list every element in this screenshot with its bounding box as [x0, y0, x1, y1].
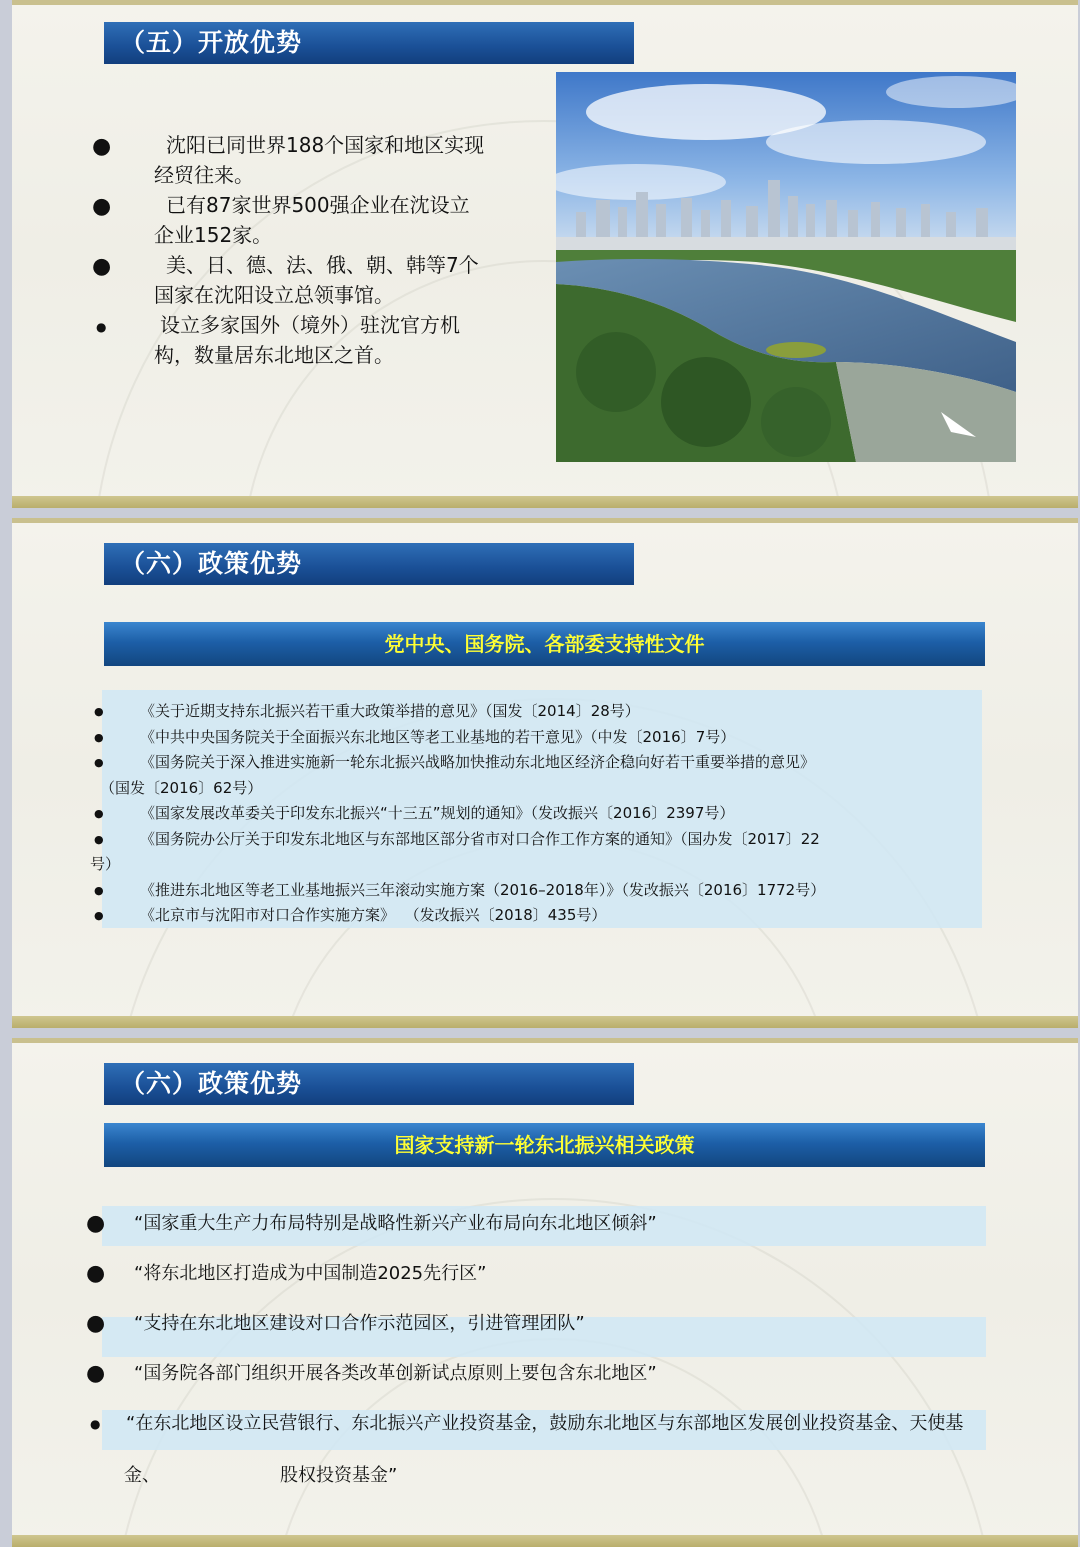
quote-text: “在东北地区设立民营银行、东北振兴产业投资基金，鼓励东北地区与东部地区发展创业投资基金、天使基: [126, 1413, 964, 1434]
document-name: 《推进东北地区等老工业基地振兴三年滚动实施方案（2016–2018年）》: [140, 880, 622, 899]
list-item: [82, 1309, 992, 1339]
document-ref: （国办发〔2017〕22: [680, 829, 820, 848]
list-item: [84, 190, 514, 250]
document-name: 《国务院关于深入推进实施新一轮东北振兴战略加快推动东北地区经济企稳向好若干重要举措的意见》: [140, 753, 816, 771]
bullet-icon: ●: [94, 807, 104, 820]
documents-list: [90, 699, 970, 929]
list-item: [84, 310, 514, 370]
document-ref: （发改振兴〔2016〕2397号）: [530, 804, 735, 822]
list-item: [84, 130, 514, 190]
section-title: （六）政策优势: [104, 543, 634, 585]
bullet-icon: ●: [92, 134, 112, 159]
list-item: [84, 250, 514, 310]
bullet-icon: ●: [94, 832, 104, 846]
list-item: [82, 1359, 992, 1389]
bullet-icon: ●: [86, 1311, 106, 1336]
section-title: （五）开放优势: [104, 22, 634, 64]
bottom-bar: [12, 496, 1078, 508]
sub-banner: 国家支持新一轮东北振兴相关政策: [104, 1123, 985, 1167]
bottom-bar: [12, 1016, 1078, 1028]
quote-text: “支持在东北地区建设对口合作示范园区，引进管理团队”: [134, 1313, 585, 1334]
document-ref: （发改振兴〔2016〕1772号）: [621, 880, 826, 899]
quote-text: “国家重大生产力布局特别是战略性新兴产业布局向东北地区倾斜”: [134, 1213, 657, 1234]
list-item: [90, 903, 970, 929]
list-item: [82, 1409, 992, 1439]
document-name: 《中共中央国务院关于全面振兴东北地区等老工业基地的若干意见》: [140, 727, 591, 746]
bullet-icon: ●: [90, 1417, 101, 1431]
list-item: [90, 827, 970, 878]
document-ref: （国发〔2016〕62号）: [100, 778, 263, 797]
quote-row: [82, 1259, 992, 1289]
bullet-icon: ●: [94, 730, 104, 744]
quote-text: 金、: [124, 1465, 160, 1486]
bullet-icon: ●: [96, 320, 107, 334]
document-ref: （国发〔2014〕28号）: [485, 702, 640, 720]
bullet-line: 设立多家国外（境外）驻沈官方机: [160, 313, 460, 337]
bullet-icon: ●: [86, 1261, 106, 1286]
bullet-line: 企业152家。: [154, 223, 273, 247]
city-lake-photo: [556, 72, 1016, 462]
bullet-icon: ●: [86, 1361, 106, 1386]
quote-continuation: [82, 1461, 992, 1491]
bottom-bar: [12, 1535, 1078, 1547]
bullet-line: 已有87家世界500强企业在沈设立: [166, 193, 470, 217]
bullet-line: 国家在沈阳设立总领事馆。: [154, 283, 394, 307]
document-name: 《国务院办公厅关于印发东北地区与东部地区部分省市对口合作工作方案的通知》: [140, 829, 681, 848]
quote-row: [82, 1359, 992, 1389]
bullet-line: 经贸往来。: [154, 163, 254, 187]
quote-row: [82, 1209, 992, 1239]
document-ref: （中发〔2016〕7号）: [590, 727, 736, 746]
list-item: [82, 1209, 992, 1239]
list-item: [90, 878, 970, 904]
bullet-list: [84, 130, 514, 370]
document-ref-cont: 号）: [90, 855, 121, 873]
sub-banner: 党中央、国务院、各部委支持性文件: [104, 622, 985, 666]
document-ref: （发改振兴〔2018〕435号）: [404, 906, 607, 924]
bullet-line: 沈阳已同世界188个国家和地区实现: [166, 133, 485, 157]
list-item: [90, 699, 970, 725]
quote-row: [82, 1409, 992, 1491]
section-title: （六）政策优势: [104, 1063, 634, 1105]
list-item: [90, 725, 970, 751]
bullet-line: 美、日、德、法、俄、朝、韩等7个: [166, 253, 479, 277]
bullet-icon: ●: [94, 756, 104, 769]
bullet-line: 构，数量居东北地区之首。: [154, 343, 394, 367]
quote-row: [82, 1309, 992, 1339]
slide-open-advantage: [12, 0, 1078, 508]
bullet-icon: ●: [94, 883, 104, 897]
bullet-icon: ●: [86, 1211, 106, 1236]
quote-text: “将东北地区打造成为中国制造2025先行区”: [134, 1263, 487, 1284]
slide-national-policies: [12, 1038, 1078, 1547]
quote-text: “国务院各部门组织开展各类改革创新试点原则上要包含东北地区”: [134, 1363, 657, 1384]
document-name: 《国家发展改革委关于印发东北振兴“十三五”规划的通知》: [140, 804, 531, 822]
list-item: [90, 801, 970, 827]
bullet-icon: ●: [94, 909, 104, 922]
list-item: [82, 1259, 992, 1289]
list-item: [90, 750, 970, 801]
quote-text: 股权投资基金”: [280, 1465, 398, 1486]
bullet-icon: ●: [92, 194, 112, 219]
slide-policy-documents: [12, 518, 1078, 1028]
document-name: 《北京市与沈阳市对口合作实施方案》: [140, 906, 396, 924]
document-name: 《关于近期支持东北振兴若干重大政策举措的意见》: [140, 702, 486, 720]
bullet-icon: ●: [92, 254, 112, 279]
bullet-icon: ●: [94, 705, 104, 718]
